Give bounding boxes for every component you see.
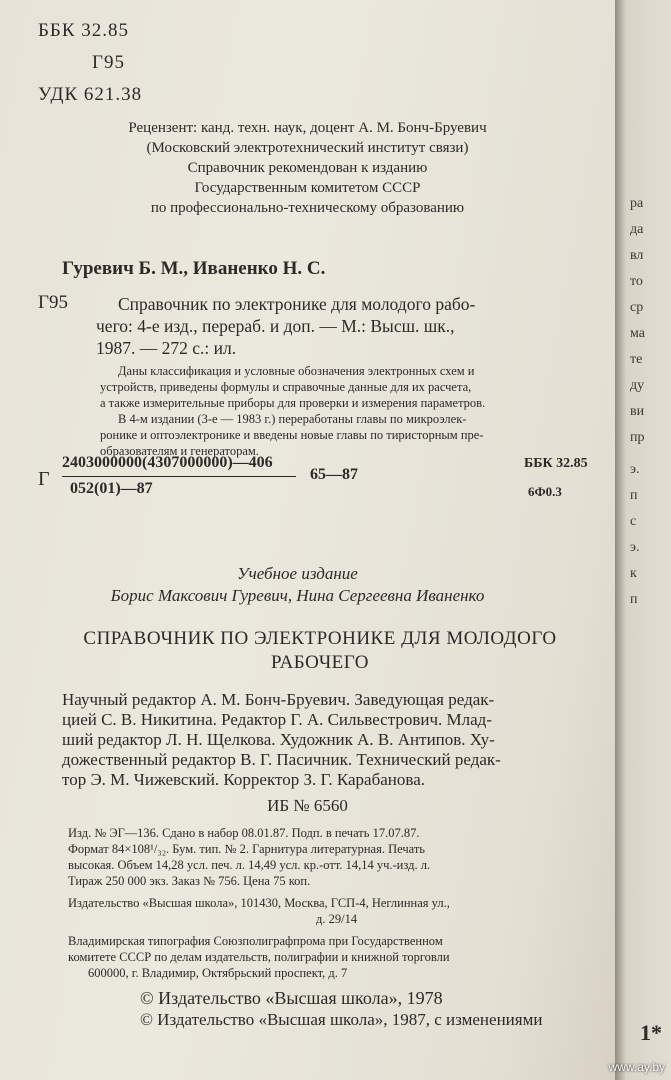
edge-fragment: э. bbox=[630, 540, 640, 555]
edge-fragment: э. bbox=[630, 462, 640, 477]
annotation-line: образователям и генераторам. bbox=[100, 444, 259, 458]
imprint-line: Владимирская типография Союзполиграфпрома при Государственном bbox=[68, 934, 443, 948]
formula-bbk: ББК 32.85 bbox=[524, 456, 588, 471]
edge-fragment: те bbox=[630, 352, 643, 367]
annotation-line: ронике и оптоэлектронике и введены новые главы по тиристорным пре- bbox=[100, 428, 484, 442]
credits-line: дожественный редактор В. Г. Пасичник. Технический редак- bbox=[62, 750, 501, 769]
edition-type: Учебное издание bbox=[237, 564, 358, 583]
catalog-line: чего: 4-е изд., перераб. и доп. — М.: Высш. шк., bbox=[96, 316, 455, 336]
catalog-line: 1987. — 272 с.: ил. bbox=[96, 338, 237, 358]
formula-denominator: 052(01)—87 bbox=[70, 480, 153, 497]
credits-line: Научный редактор А. М. Бонч-Бруевич. Заведующая редак- bbox=[62, 690, 495, 709]
edge-fragment: п bbox=[630, 488, 638, 503]
imprint-line: Издательство «Высшая школа», 101430, Москва, ГСП-4, Неглинная ул., bbox=[68, 896, 450, 910]
authors-heading: Гуревич Б. М., Иваненко Н. С. bbox=[62, 258, 326, 279]
udk-code: УДК 621.38 bbox=[38, 84, 143, 105]
watermark: www.ay.by bbox=[608, 1060, 665, 1074]
edge-fragment: пр bbox=[630, 430, 645, 445]
ib-number: ИБ № 6560 bbox=[267, 796, 348, 815]
catalog-line: Справочник по электронике для молодого рабо- bbox=[118, 294, 476, 314]
edge-fragment: с bbox=[630, 514, 637, 529]
bbk-code: ББК 32.85 bbox=[38, 20, 129, 41]
credits-line: цией С. В. Никитина. Редактор Г. А. Сильвестрович. Млад- bbox=[62, 710, 492, 729]
formula-letter: Г bbox=[38, 468, 50, 490]
copyright-line: © Издательство «Высшая школа», 1987, с изменениями bbox=[140, 1010, 543, 1029]
annotation-line: Даны классификация и условные обозначения электронных схем и bbox=[118, 364, 475, 378]
author-sign-code: Г95 bbox=[92, 52, 125, 73]
credits-line: ший редактор Л. Н. Щелкова. Художник А. В. Антипов. Ху- bbox=[62, 730, 495, 749]
reviewer-line: (Московский электротехнический институт связи) bbox=[146, 140, 469, 156]
catalog-code: Г95 bbox=[38, 292, 68, 313]
formula-middle: 65—87 bbox=[310, 466, 358, 483]
edge-fragment: ви bbox=[630, 404, 645, 419]
credits-line: тор Э. М. Чижевский. Корректор З. Г. Карабанова. bbox=[62, 770, 425, 789]
book-title-line: РАБОЧЕГО bbox=[270, 652, 370, 673]
annotation-line: устройств, приведены формулы и справочные данные для их расчета, bbox=[100, 380, 472, 394]
reviewer-line: Государственным комитетом СССР bbox=[194, 180, 421, 196]
book-title-line: СПРАВОЧНИК ПО ЭЛЕКТРОНИКЕ ДЛЯ МОЛОДОГО bbox=[83, 628, 557, 649]
edge-fragment: ра bbox=[630, 196, 644, 211]
imprint-line: 600000, г. Владимир, Октябрьский проспект, д. 7 bbox=[88, 966, 348, 980]
copyright-line: © Издательство «Высшая школа», 1978 bbox=[140, 988, 443, 1008]
authors-full: Борис Максович Гуревич, Нина Сергеевна Иваненко bbox=[110, 586, 485, 605]
edge-fragment: то bbox=[630, 274, 643, 289]
imprint-line: Формат 84×108¹/₃₂. Бум. тип. № 2. Гарнитура литературная. Печать bbox=[68, 842, 426, 856]
formula-index: 6Ф0.3 bbox=[528, 484, 562, 499]
reviewer-line: Рецензент: канд. техн. наук, доцент А. М. Бонч-Бруевич bbox=[128, 120, 487, 136]
reviewer-line: Справочник рекомендован к изданию bbox=[187, 160, 428, 176]
edge-fragment: ср bbox=[630, 300, 644, 315]
formula-numerator: 2403000000(4307000000)—406 bbox=[62, 454, 273, 471]
edge-fragment: ма bbox=[630, 326, 645, 341]
annotation-line: а также измерительные приборы для проверки и измерения параметров. bbox=[100, 396, 486, 410]
imprint-line: Изд. № ЭГ—136. Сдано в набор 08.01.87. Подп. в печать 17.07.87. bbox=[68, 826, 420, 840]
edge-fragment: п bbox=[630, 592, 638, 607]
edge-fragment: вл bbox=[630, 248, 644, 263]
formula-divider bbox=[62, 476, 296, 477]
imprint-line: д. 29/14 bbox=[316, 912, 358, 926]
edge-fragment: да bbox=[630, 222, 644, 237]
annotation-line: В 4-м издании (3-е — 1983 г.) переработаны главы по микроэлек- bbox=[118, 412, 467, 426]
signature-mark: 1* bbox=[640, 1020, 662, 1045]
reviewer-line: по профессионально-техническому образованию bbox=[150, 200, 465, 216]
imprint-line: комитете СССР по делам издательств, полиграфии и книжной торговли bbox=[68, 950, 450, 964]
imprint-line: Тираж 250 000 экз. Заказ № 756. Цена 75 коп. bbox=[68, 874, 311, 888]
edge-fragment: к bbox=[630, 566, 637, 581]
edge-fragment: ду bbox=[630, 378, 645, 393]
next-page-edge bbox=[615, 0, 671, 1080]
imprint-line: высокая. Объем 14,28 усл. печ. л. 14,49 усл. кр.-отт. 14,14 уч.-изд. л. bbox=[68, 858, 431, 872]
